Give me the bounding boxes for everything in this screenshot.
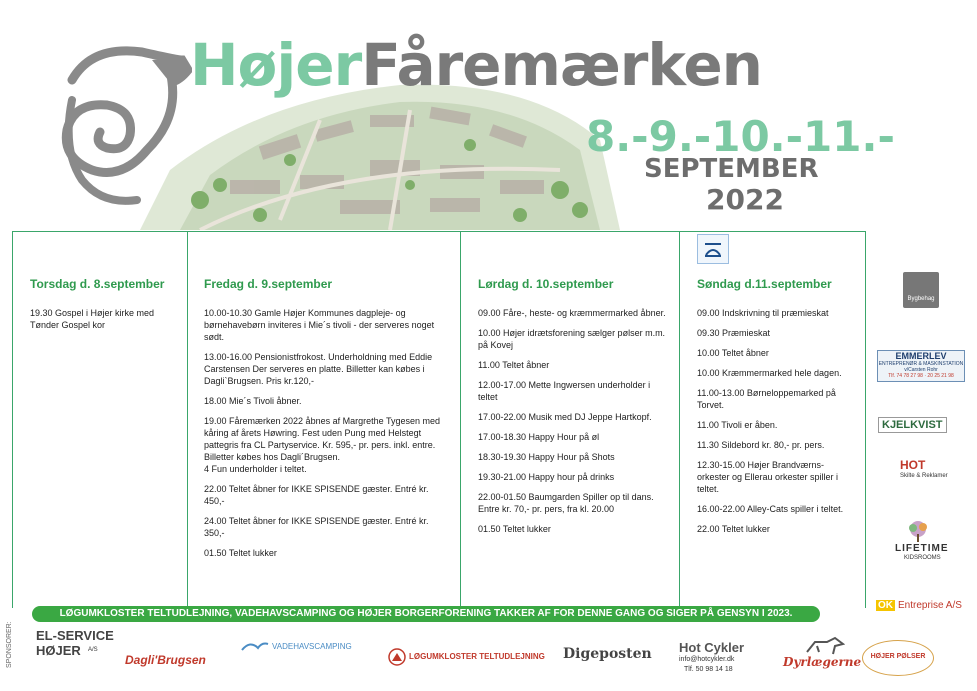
menu-icon[interactable] xyxy=(697,234,729,264)
event-item: 22.00 Teltet lukker xyxy=(697,524,770,534)
sponsor-bygbehag xyxy=(903,272,939,308)
event-item: 10.00 Kræmmermarked hele dagen. xyxy=(697,368,842,378)
event-item: 10.00-10.30 Gamle Højer Kommunes dagpleje- og børnehavebørn inviteres i Mie´s tivoli - der serveres noget sødt. xyxy=(204,308,435,342)
vadehavs-bird-icon xyxy=(240,638,270,656)
event-item: 24.00 Teltet åbner for IKKE SPISENDE gæster. Entré kr. 350,- xyxy=(204,516,429,538)
sponsor-elservice-as: A/S xyxy=(88,647,98,653)
event-item: 19.30 Gospel i Højer kirke med Tønder Gospel kor xyxy=(30,308,155,330)
event-item: 11.30 Sildebord kr. 80,- pr. pers. xyxy=(697,440,825,450)
sponsor-logumkloster: LØGUMKLOSTER TELTUDLEJNING xyxy=(409,652,545,661)
event-item: 01.50 Teltet lukker xyxy=(478,524,551,534)
day-heading-sunday: Søndag d.11.september xyxy=(697,277,832,291)
sponsor-ok-entreprise: Entreprise A/S xyxy=(898,600,962,611)
sponsor-hotcykler: Hot Cykler xyxy=(679,640,745,655)
event-item: 22.00 Teltet åbner for IKKE SPISENDE gæster. Entré kr. 450,- xyxy=(204,484,429,506)
event-item: 18.00 Mie´s Tivoli åbner. xyxy=(204,396,302,406)
event-item: 11.00-13.00 Børneloppemarked på Torvet. xyxy=(697,388,836,410)
events-sunday xyxy=(697,307,855,543)
page-title xyxy=(190,30,762,100)
sponsor-ok-badge: OK xyxy=(878,600,893,611)
event-item: 10.00 Teltet åbner xyxy=(697,348,769,358)
dyrlaegerne-animals-icon xyxy=(805,634,845,656)
event-item: 22.00-01.50 Baumgarden Spiller op til dans. Entre kr. 70,- pr. pers, fra kl. 20.00 xyxy=(478,492,654,514)
sponsor-digeposten: Digeposten xyxy=(563,646,652,662)
event-item: 11.00 Tivoli er åben. xyxy=(697,420,778,430)
event-item: 01.50 Teltet lukker xyxy=(204,548,277,558)
sponsor-vadehavscamping: VADEHAVSCAMPING xyxy=(272,642,352,651)
event-item: 11.00 Teltet åbner xyxy=(478,360,550,370)
sponsors-label: SPONSORER: xyxy=(6,621,13,668)
sponsor-dagli-brugsen: Dagli'Brugsen xyxy=(125,653,206,667)
bridge-icon xyxy=(698,235,728,263)
event-item: 09.30 Præmieskat xyxy=(697,328,771,338)
sponsor-hot-sub: Skilte & Reklamer xyxy=(900,473,948,479)
event-item: 17.00-22.00 Musik med DJ Jeppe Hartkopf. xyxy=(478,412,652,422)
sheep-logo-icon xyxy=(52,40,192,208)
sponsor-hotcykler-mail: info@hotcykler.dk xyxy=(679,656,735,663)
sponsor-lifetime: LIFETIME xyxy=(895,543,949,554)
sponsor-emmerlev xyxy=(877,350,965,382)
sponsor-emmerlev-phone: Tlf. 74 78 27 98 · 20 25 21 98 xyxy=(888,373,954,379)
event-item: 18.30-19.30 Happy Hour på Shots xyxy=(478,452,615,462)
lifetime-tree-icon xyxy=(905,520,931,542)
town-map-illustration xyxy=(140,80,620,230)
sponsor-hotcykler-tlf: Tlf. 50 98 14 18 xyxy=(684,666,733,673)
event-item: 13.00-16.00 Pensionistfrokost. Underholdning med Eddie Carstensen Der serveres en platte. Billetter kan købes i Dagli`Brugsen. Pris kr.120,- xyxy=(204,352,433,386)
event-item: 09.00 Fåre-, heste- og kræmmermarked åbner. xyxy=(478,308,666,318)
event-item: 16.00-22.00 Alley-Cats spiller i teltet. xyxy=(697,504,844,514)
sponsor-elservice-hojer: HØJER xyxy=(36,643,81,658)
sponsor-hojer-polser-badge xyxy=(862,640,934,676)
sponsor-bygbehag-label: Bygbehag xyxy=(907,296,935,302)
title-faremaerken: Fåremærken xyxy=(361,31,762,99)
sponsor-emmerlev-title: EMMERLEV xyxy=(895,351,947,361)
event-item: 17.00-18.30 Happy Hour på øl xyxy=(478,432,600,442)
sponsor-elservice: EL-SERVICE xyxy=(36,628,114,643)
event-item: 12.00-17.00 Mette Ingwersen underholder i teltet xyxy=(478,380,651,402)
day-heading-thursday: Torsdag d. 8.september xyxy=(30,277,165,291)
title-hojer: Højer xyxy=(190,31,362,99)
event-dates: 8.-9.-10.-11.- xyxy=(586,112,895,161)
events-saturday xyxy=(478,307,668,543)
logum-tent-icon xyxy=(388,648,406,666)
sponsor-hojer-polser: HØJER PØLSER xyxy=(870,653,926,660)
event-item: 12.30-15.00 Højer Brandværns-orkester og Ellerau orkester spiller i teltet. xyxy=(697,460,839,494)
event-item: 10.00 Højer idrætsforening sælger pølser m.m. på Kovej xyxy=(478,328,666,350)
sponsor-hot: HOT xyxy=(900,458,926,472)
event-item: 09.00 Indskrivning til præmieskat xyxy=(697,308,829,318)
event-year: 2022 xyxy=(706,183,784,216)
day-heading-friday: Fredag d. 9.september xyxy=(204,277,333,291)
event-item: 19.00 Fåremærken 2022 åbnes af Margrethe Tygesen med kåring af årets Høwring. Fest uden Pung med Helstegt pattegris fra CL Partyservice. Kr. 595,- pr. pers. inkl. entre. Billetter købes hos Dagli´Brugsen. 4 Fun underholder i teltet. xyxy=(204,416,440,474)
sponsor-emmerlev-sub: ENTREPRENØR & MASKINSTATION xyxy=(878,361,964,367)
sponsor-dyrlaegerne: Dyrlægerne xyxy=(783,655,862,669)
sponsor-lifetime-sub: KIDSROOMS xyxy=(904,555,941,561)
sponsor-kjelkvist: KJELKVIST xyxy=(878,417,947,433)
sponsor-emmerlev-name: v/Carsten Rohr xyxy=(904,367,938,373)
event-item: 19.30-21.00 Happy hour på drinks xyxy=(478,472,615,482)
event-month: SEPTEMBER xyxy=(644,154,819,184)
day-heading-saturday: Lørdag d. 10.september xyxy=(478,277,614,291)
thank-you-banner: LØGUMKLOSTER TELTUDLEJNING, VADEHAVSCAMPING OG HØJER BORGERFORENING TAKKER AF FOR DENNE GANG OG SIGER PÅ GENSYN I 2023. xyxy=(32,606,820,622)
events-thursday xyxy=(30,307,176,339)
events-friday xyxy=(204,307,450,567)
